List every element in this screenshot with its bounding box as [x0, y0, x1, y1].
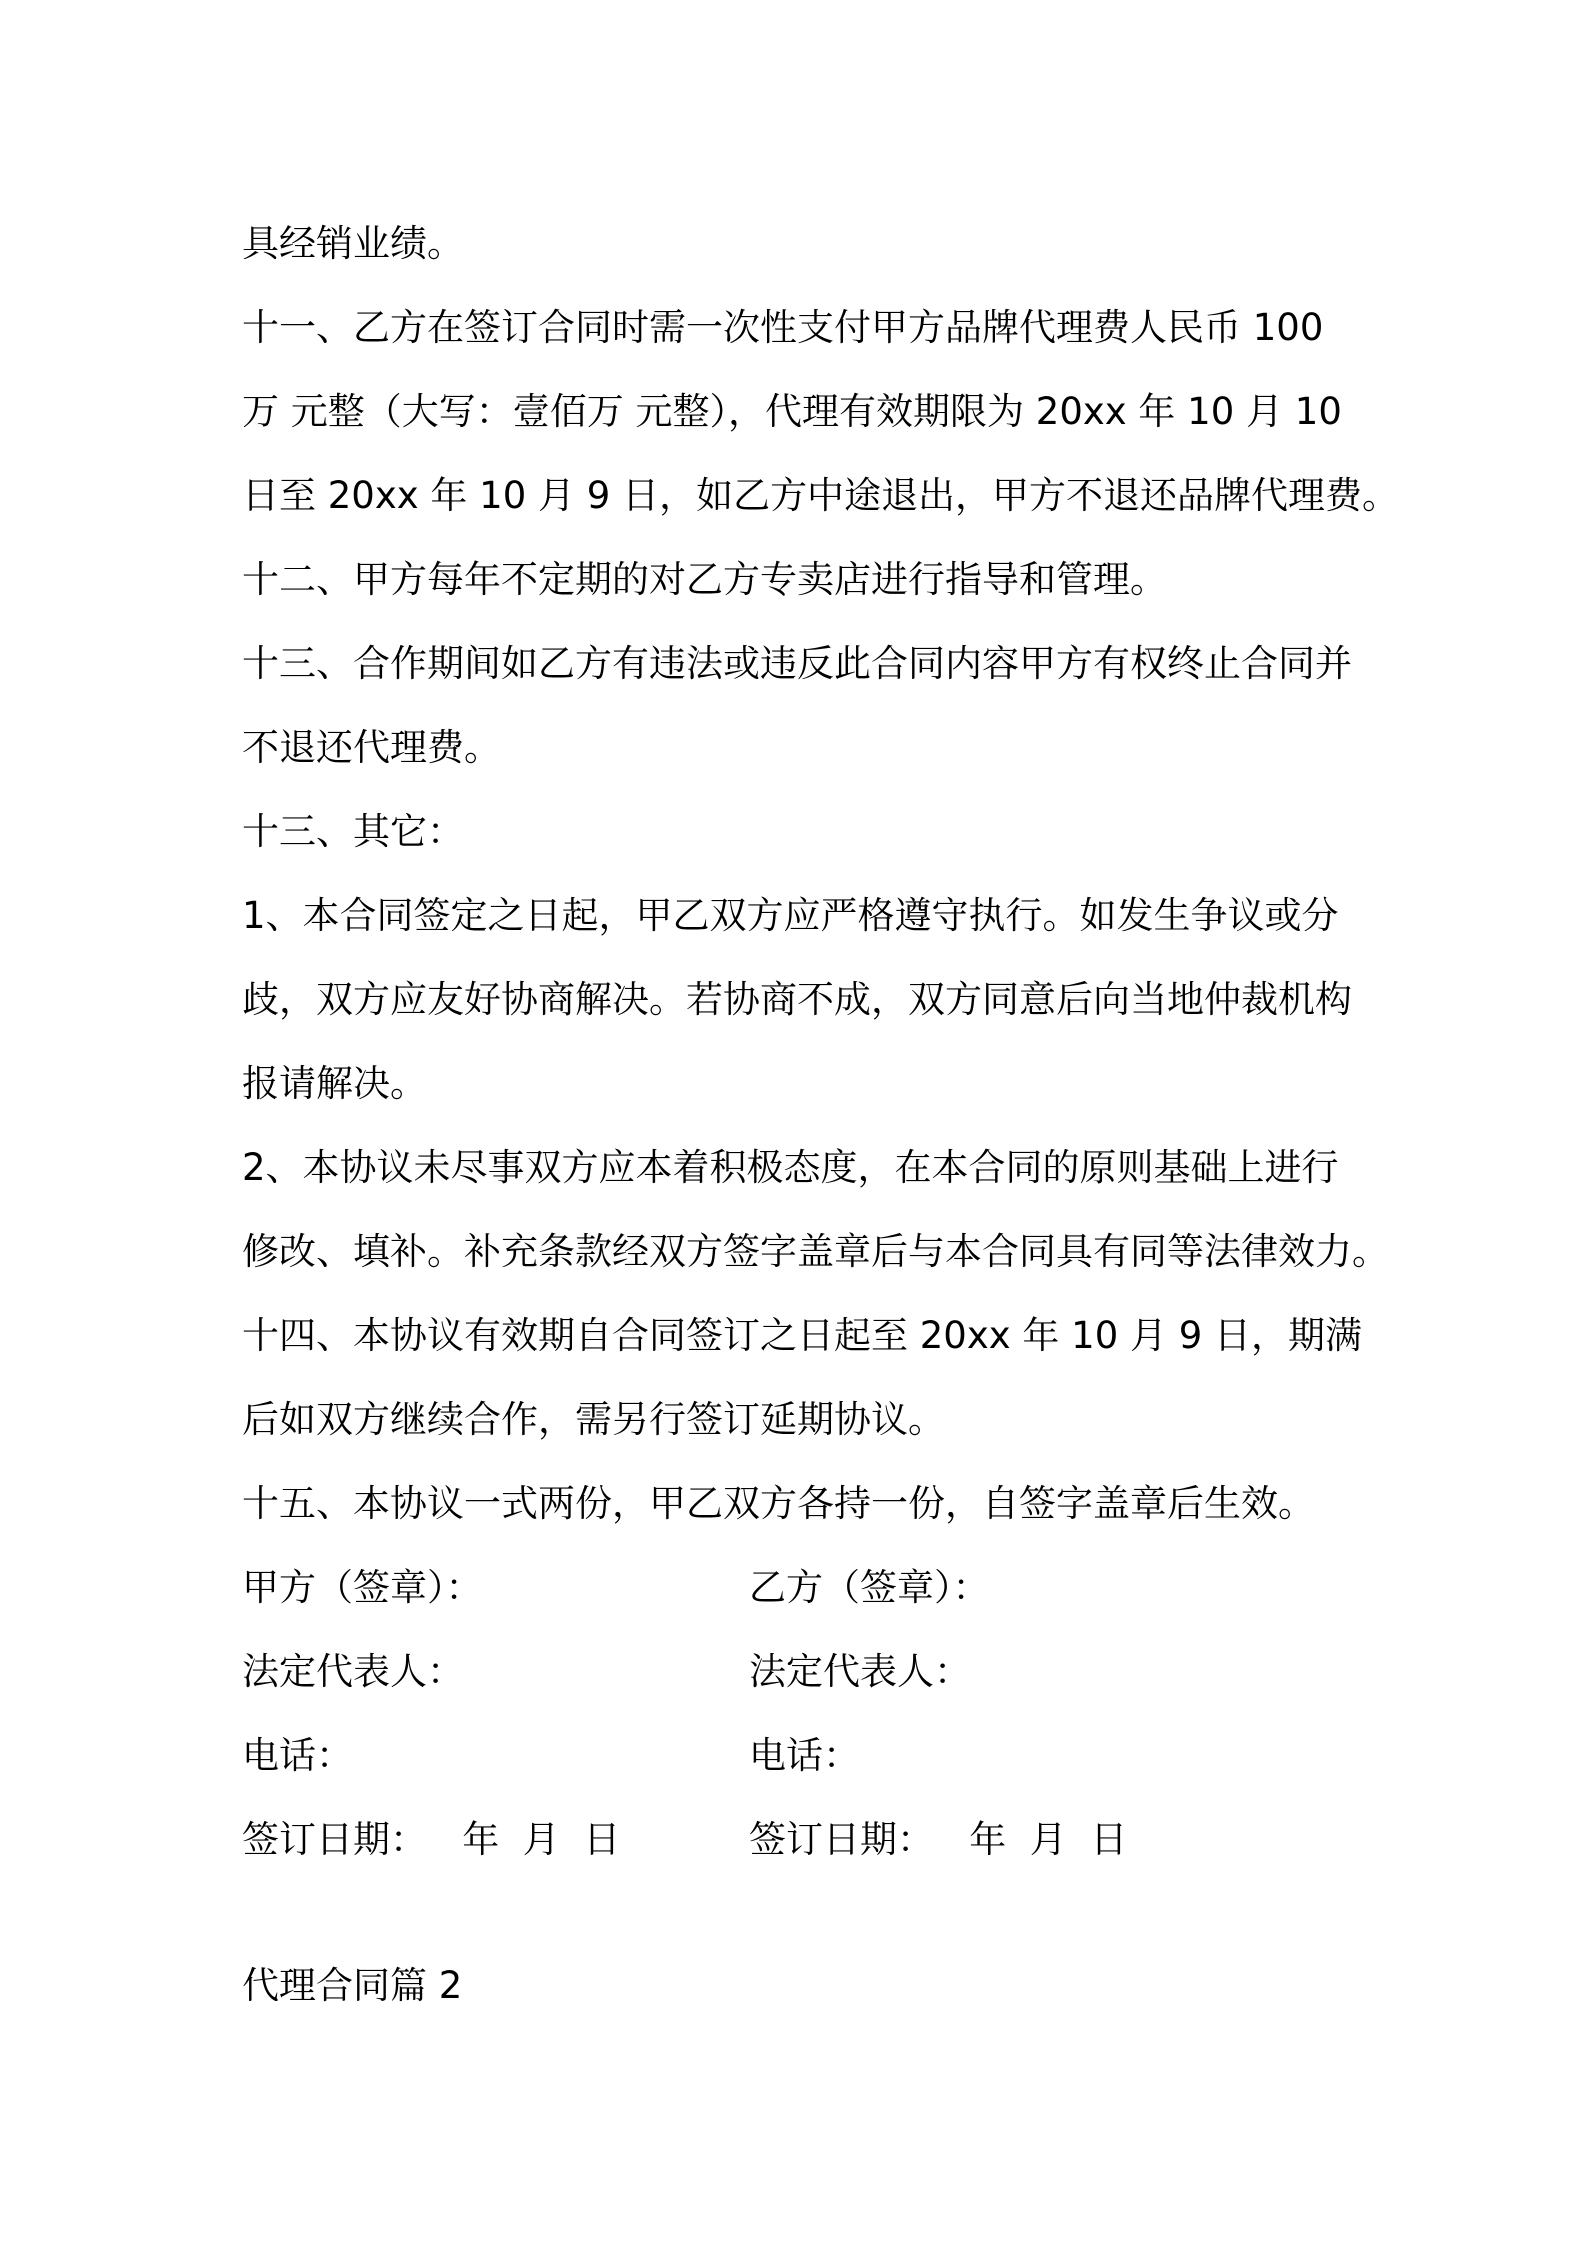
paragraph-line: 十三、其它：	[242, 810, 464, 853]
party-b-seal-label: 乙方（签章）：	[749, 1566, 990, 1609]
paragraph-line: 不退还代理费。	[242, 726, 501, 769]
paragraph-line: 十四、本协议有效期自合同签订之日起至 20xx 年 10 月 9 日，期满	[242, 1314, 1363, 1357]
signature-row-seal	[242, 1546, 1362, 1630]
signature-row-phone	[242, 1714, 1362, 1798]
party-a-seal-label: 甲方（签章）：	[242, 1566, 483, 1609]
paragraph-line: 1、本合同签定之日起，甲乙双方应严格遵守执行。如发生争议或分	[242, 894, 1339, 937]
signature-row-date	[242, 1798, 1362, 1882]
paragraph-line: 十五、本协议一式两份，甲乙双方各持一份，自签字盖章后生效。	[242, 1482, 1315, 1525]
paragraph-line: 歧，双方应友好协商解决。若协商不成，双方同意后向当地仲裁机构	[242, 978, 1352, 1021]
paragraph-line: 2、本协议未尽事双方应本着积极态度，在本合同的原则基础上进行	[242, 1146, 1339, 1189]
paragraph-line: 万 元整（大写：壹佰万 元整），代理有效期限为 20xx 年 10 月 10	[242, 390, 1342, 433]
paragraph-line: 后如双方继续合作，需另行签订延期协议。	[242, 1398, 945, 1441]
paragraph-line: 十一、乙方在签订合同时需一次性支付甲方品牌代理费人民币 100	[242, 306, 1324, 349]
party-a-date-label: 签订日期： 年 月 日	[242, 1818, 621, 1861]
paragraph-line: 报请解决。	[242, 1062, 427, 1105]
paragraph-line: 日至 20xx 年 10 月 9 日，如乙方中途退出，甲方不退还品牌代理费。	[242, 474, 1400, 517]
contract-body	[242, 202, 1400, 1882]
party-b-date-label: 签订日期： 年 月 日	[749, 1818, 1128, 1861]
paragraph-line: 具经销业绩。	[242, 222, 464, 265]
paragraph-line: 十二、甲方每年不定期的对乙方专卖店进行指导和管理。	[242, 558, 1167, 601]
party-a-phone-label: 电话：	[242, 1734, 353, 1777]
paragraph-line: 修改、填补。补充条款经双方签字盖章后与本合同具有同等法律效力。	[242, 1230, 1389, 1273]
party-b-representative-label: 法定代表人：	[749, 1650, 971, 1693]
party-b-phone-label: 电话：	[749, 1734, 860, 1777]
paragraph-line: 十三、合作期间如乙方有违法或违反此合同内容甲方有权终止合同并	[242, 642, 1352, 685]
section-title: 代理合同篇 2	[242, 1964, 463, 2007]
party-a-representative-label: 法定代表人：	[242, 1650, 464, 1693]
signature-row-representative	[242, 1630, 1362, 1714]
